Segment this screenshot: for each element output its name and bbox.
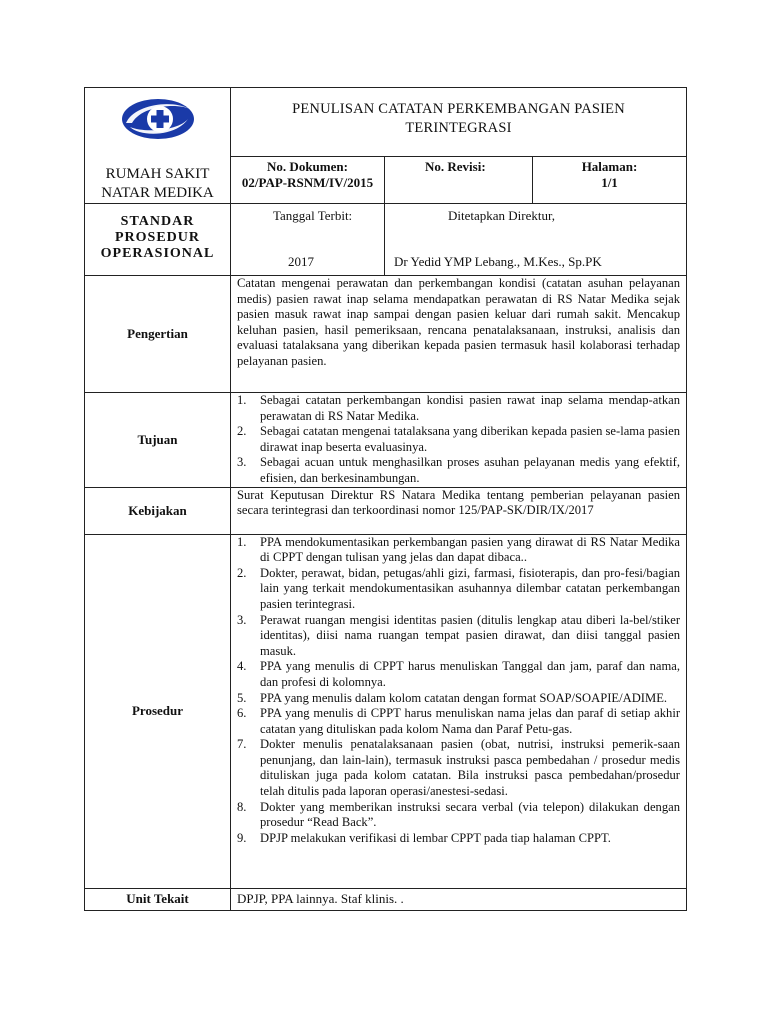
- list-item-number: 3.: [237, 612, 247, 627]
- list-item-number: 7.: [237, 737, 247, 752]
- list-item-number: 8.: [237, 799, 247, 814]
- section-text-unit-terkait: DPJP, PPA lainnya. Staf klinis. .: [231, 888, 687, 910]
- hospital-cross-logo-icon: [120, 97, 196, 141]
- list-item: [237, 535, 680, 566]
- list-item-number: 2.: [237, 565, 247, 580]
- section-body-tujuan: [231, 393, 687, 488]
- page-label: Halaman:: [581, 159, 638, 175]
- sop-document-table: [84, 87, 687, 911]
- list-item-number: 3.: [237, 455, 247, 470]
- list-item: [237, 393, 680, 424]
- list-item: [237, 455, 680, 486]
- sop-type-line3: OPERASIONAL: [100, 246, 215, 261]
- list-item-text: Dokter, perawat, bidan, petugas/ahli gizi, farmasi, fisioterapis, dan pro-fesi/bagian lain yang terkait mendokumentasikan asuhannya dilembar catatan perkembangan pasien terintegrasi.: [260, 565, 681, 611]
- list-item: [237, 424, 680, 455]
- issue-year: 2017: [288, 254, 314, 269]
- list-item-number: 1.: [237, 393, 247, 407]
- list-item-text: PPA yang menulis dalam kolom catatan dengan format SOAP/SOAPIE/ADIME.: [260, 690, 668, 705]
- tujuan-list: [237, 393, 680, 487]
- list-item: [237, 566, 680, 613]
- issue-date-cell: [231, 204, 385, 276]
- list-item: [237, 737, 680, 799]
- header-row-title: [85, 88, 687, 157]
- document-title: [231, 88, 687, 157]
- list-item-text: DPJP melakukan verifikasi di lembar CPPT pada tiap halaman CPPT.: [260, 830, 611, 845]
- section-label-pengertian: Pengertian: [85, 276, 231, 393]
- issue-date-label: Tanggal Terbit:: [273, 208, 353, 223]
- hospital-identity-cell: [85, 88, 231, 204]
- document-title-line2: TERINTEGRASI: [405, 120, 512, 136]
- section-label-prosedur: Prosedur: [85, 534, 231, 888]
- list-item: [237, 706, 680, 737]
- list-item-text: PPA yang menulis di CPPT harus menuliskan Tanggal dan jam, paraf dan nama, dan profesi di kolomnya.: [260, 659, 681, 689]
- hospital-name-line2: NATAR MEDIKA: [101, 185, 214, 201]
- list-item-text: PPA mendokumentasikan perkembangan pasien yang dirawat di RS Natar Medika di CPPT dengan tulisan yang jelas dan dapat dibaca..: [260, 534, 681, 565]
- section-body-prosedur: [231, 534, 687, 888]
- approved-by-label: Ditetapkan Direktur,: [448, 208, 556, 223]
- list-item: [237, 800, 680, 831]
- hospital-name-line1: RUMAH SAKIT: [105, 166, 210, 182]
- page-cell: [533, 157, 687, 204]
- list-item-text: Sebagai catatan mengenai tatalaksana yang diberikan kepada pasien se-lama pasien dirawat inap beserta evaluasinya.: [260, 424, 681, 454]
- section-pengertian: [85, 276, 687, 393]
- document-number-label: No. Dokumen:: [267, 159, 348, 175]
- list-item: [237, 691, 680, 707]
- list-item-text: Dokter yang memberikan instruksi secara verbal (via telepon) dilakukan dengan prosedur “Read Back”.: [260, 799, 681, 830]
- revision-cell: [385, 157, 533, 204]
- director-name: Dr Yedid YMP Lebang., M.Kes., Sp.PK: [394, 254, 602, 269]
- hospital-name: [85, 161, 230, 203]
- list-item-text: Sebagai catatan perkembangan kondisi pasien rawat inap selama mendap-atkan perawatan di RS Natar Medika.: [260, 393, 681, 423]
- director-approval-cell: [385, 204, 687, 276]
- section-kebijakan: [85, 487, 687, 534]
- list-item-number: 1.: [237, 534, 247, 549]
- list-item-number: 4.: [237, 659, 247, 674]
- list-item-text: Perawat ruangan mengisi identitas pasien (ditulis lengkap atau diberi la-bel/stiker identitas), diisi nama ruangan tempat pasien dirawat, dan diisi tanggal pasien masuk.: [260, 612, 681, 658]
- document-title-line1: PENULISAN CATATAN PERKEMBANGAN PASIEN: [292, 101, 625, 117]
- page-value: 1/1: [601, 175, 618, 191]
- list-item-number: 2.: [237, 424, 247, 439]
- section-tujuan: [85, 393, 687, 488]
- sop-type-line1: STANDAR: [120, 214, 195, 229]
- section-label-tujuan: Tujuan: [85, 393, 231, 488]
- sop-type-cell: [85, 204, 231, 276]
- section-label-kebijakan: Kebijakan: [85, 487, 231, 534]
- prosedur-list: [237, 535, 680, 847]
- revision-label: No. Revisi:: [425, 159, 486, 175]
- section-unit-terkait: [85, 888, 687, 910]
- list-item-number: 9.: [237, 830, 247, 845]
- section-prosedur: [85, 534, 687, 888]
- list-item-text: Sebagai acuan untuk menghasilkan proses asuhan pelayanan medis yang efektif, efisien, dan berkesinambungan.: [260, 455, 681, 485]
- list-item-text: PPA yang menulis di CPPT harus menuliskan nama jelas dan paraf di setiap akhir catatan yang dituliskan pada kolom Nama dan Paraf Petu-gas.: [260, 706, 681, 736]
- list-item: [237, 831, 680, 847]
- list-item-number: 5.: [237, 690, 247, 705]
- list-item-text: Dokter menulis penatalaksanaan pasien (obat, nutrisi, instruksi pemerik-saan penunjang, dan lain-lain), termasuk instruksi pasca pembedahan / prosedur medis dituliskan juga pada kolom catatan. Bila instruksi pasca pembedahan/prosedur telah ditulis pada laporan operasi/anestesi-sedasi.: [260, 737, 681, 799]
- list-item: [237, 659, 680, 690]
- document-number-cell: [231, 157, 385, 204]
- list-item: [237, 613, 680, 660]
- header-row-approval: [85, 204, 687, 276]
- section-label-unit-terkait: Unit Tekait: [85, 888, 231, 910]
- document-number-value: 02/PAP-RSNM/IV/2015: [241, 175, 374, 191]
- section-text-kebijakan: Surat Keputusan Direktur RS Natara Medika tentang pemberian pelayanan pasien secara terintegrasi dan terkoordinasi nomor 125/PAP-SK/DIR/IX/2017: [231, 487, 687, 534]
- sop-type-line2: PROSEDUR: [114, 230, 200, 245]
- section-text-pengertian: Catatan mengenai perawatan dan perkembangan kondisi (catatan asuhan pelayanan medis) pasien rawat inap selama mendapatkan perawatan di RS Natar Medika sejak pasien masuk rawat inap sampai dengan pasien keluar dari rumah sakit. Mencakup keluhan pasien, hasil pemeriksaan, rencana penatalaksanaan, instruksi, analisis dan evaluasi tatalaksana yang diberikan kepada pasien termasuk hasil kolaborasi terhadap pelayanan pasien.: [231, 276, 687, 393]
- list-item-number: 6.: [237, 706, 247, 721]
